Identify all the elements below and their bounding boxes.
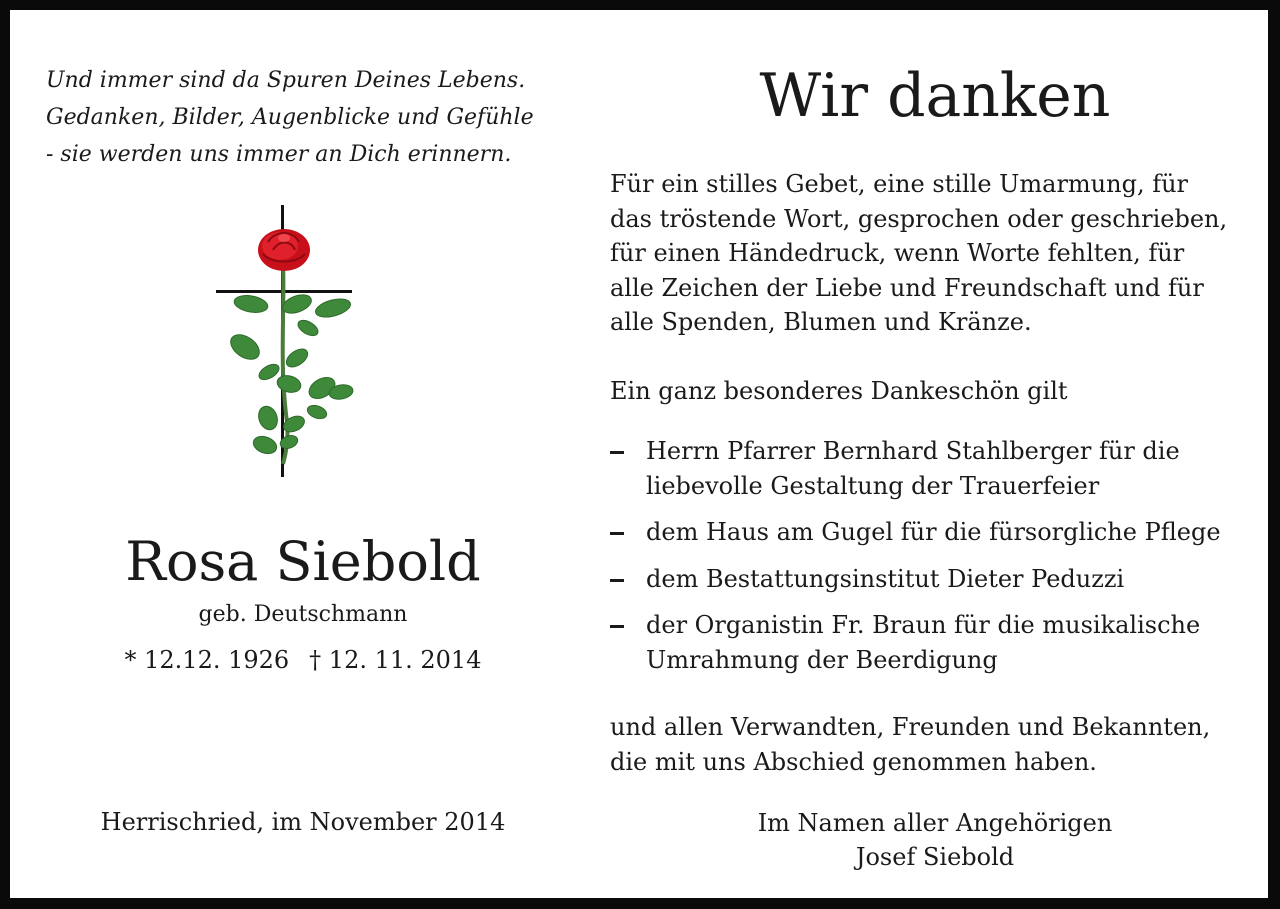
dash-bullet-icon xyxy=(610,579,624,582)
verse-line: Und immer sind da Spuren Deines Lebens. xyxy=(46,68,526,93)
rose-cross-image xyxy=(205,202,365,482)
list-item-text: der Organistin Fr. Braun für die musikalische xyxy=(646,611,1201,639)
death-date: † 12. 11. 2014 xyxy=(309,646,482,674)
signature-line: Im Namen aller Angehörigen xyxy=(757,809,1113,837)
signature-block xyxy=(610,806,1260,874)
paragraph-line: das tröstende Wort, gesprochen oder geschrieben, xyxy=(610,204,1228,233)
list-item-text: Umrahmung der Beerdigung xyxy=(646,645,998,674)
birth-date: * 12.12. 1926 xyxy=(124,646,290,674)
maiden-name: geb. Deutschmann xyxy=(198,602,408,627)
paragraph-line: und allen Verwandten, Freunden und Bekannten, xyxy=(610,713,1211,741)
paragraph-line: alle Spenden, Blumen und Kränze. xyxy=(610,308,1032,336)
dash-bullet-icon xyxy=(610,451,624,454)
list-item xyxy=(610,434,1270,503)
signatory-name: Josef Siebold xyxy=(855,843,1015,871)
list-item-text: Herrn Pfarrer Bernhard Stahlberger für die xyxy=(646,437,1180,465)
closing-paragraph xyxy=(610,710,1270,779)
list-item xyxy=(610,515,1270,550)
special-thanks-intro: Ein ganz besonderes Dankeschön gilt xyxy=(610,377,1068,405)
paragraph-line: die mit uns Abschied genommen haben. xyxy=(610,747,1097,776)
deceased-name: Rosa Siebold xyxy=(125,530,481,593)
verse-line: Gedanken, Bilder, Augenblicke und Gefühle xyxy=(46,105,534,130)
thanks-paragraph xyxy=(610,167,1270,340)
list-item-text: liebevolle Gestaltung der Trauerfeier xyxy=(646,471,1100,500)
list-item-text: dem Haus am Gugel für die fürsorgliche Pflege xyxy=(646,518,1221,546)
paragraph-line: Für ein stilles Gebet, eine stille Umarmung, für xyxy=(610,170,1189,198)
dash-bullet-icon xyxy=(610,532,624,535)
dash-bullet-icon xyxy=(610,625,624,628)
list-item-text: dem Bestattungsinstitut Dieter Peduzzi xyxy=(646,564,1125,593)
list-item xyxy=(610,608,1270,677)
place-and-date: Herrischried, im November 2014 xyxy=(100,808,506,836)
memorial-verse xyxy=(46,62,586,173)
paragraph-line: alle Zeichen der Liebe und Freundschaft und für xyxy=(610,273,1204,302)
list-item xyxy=(610,562,1270,597)
paragraph-line: für einen Händedruck, wenn Worte fehlten, für xyxy=(610,239,1185,267)
notice-heading: Wir danken xyxy=(759,61,1111,131)
life-dates xyxy=(50,644,556,676)
verse-line: - sie werden uns immer an Dich erinnern. xyxy=(46,142,512,167)
thanks-list xyxy=(610,434,1270,689)
